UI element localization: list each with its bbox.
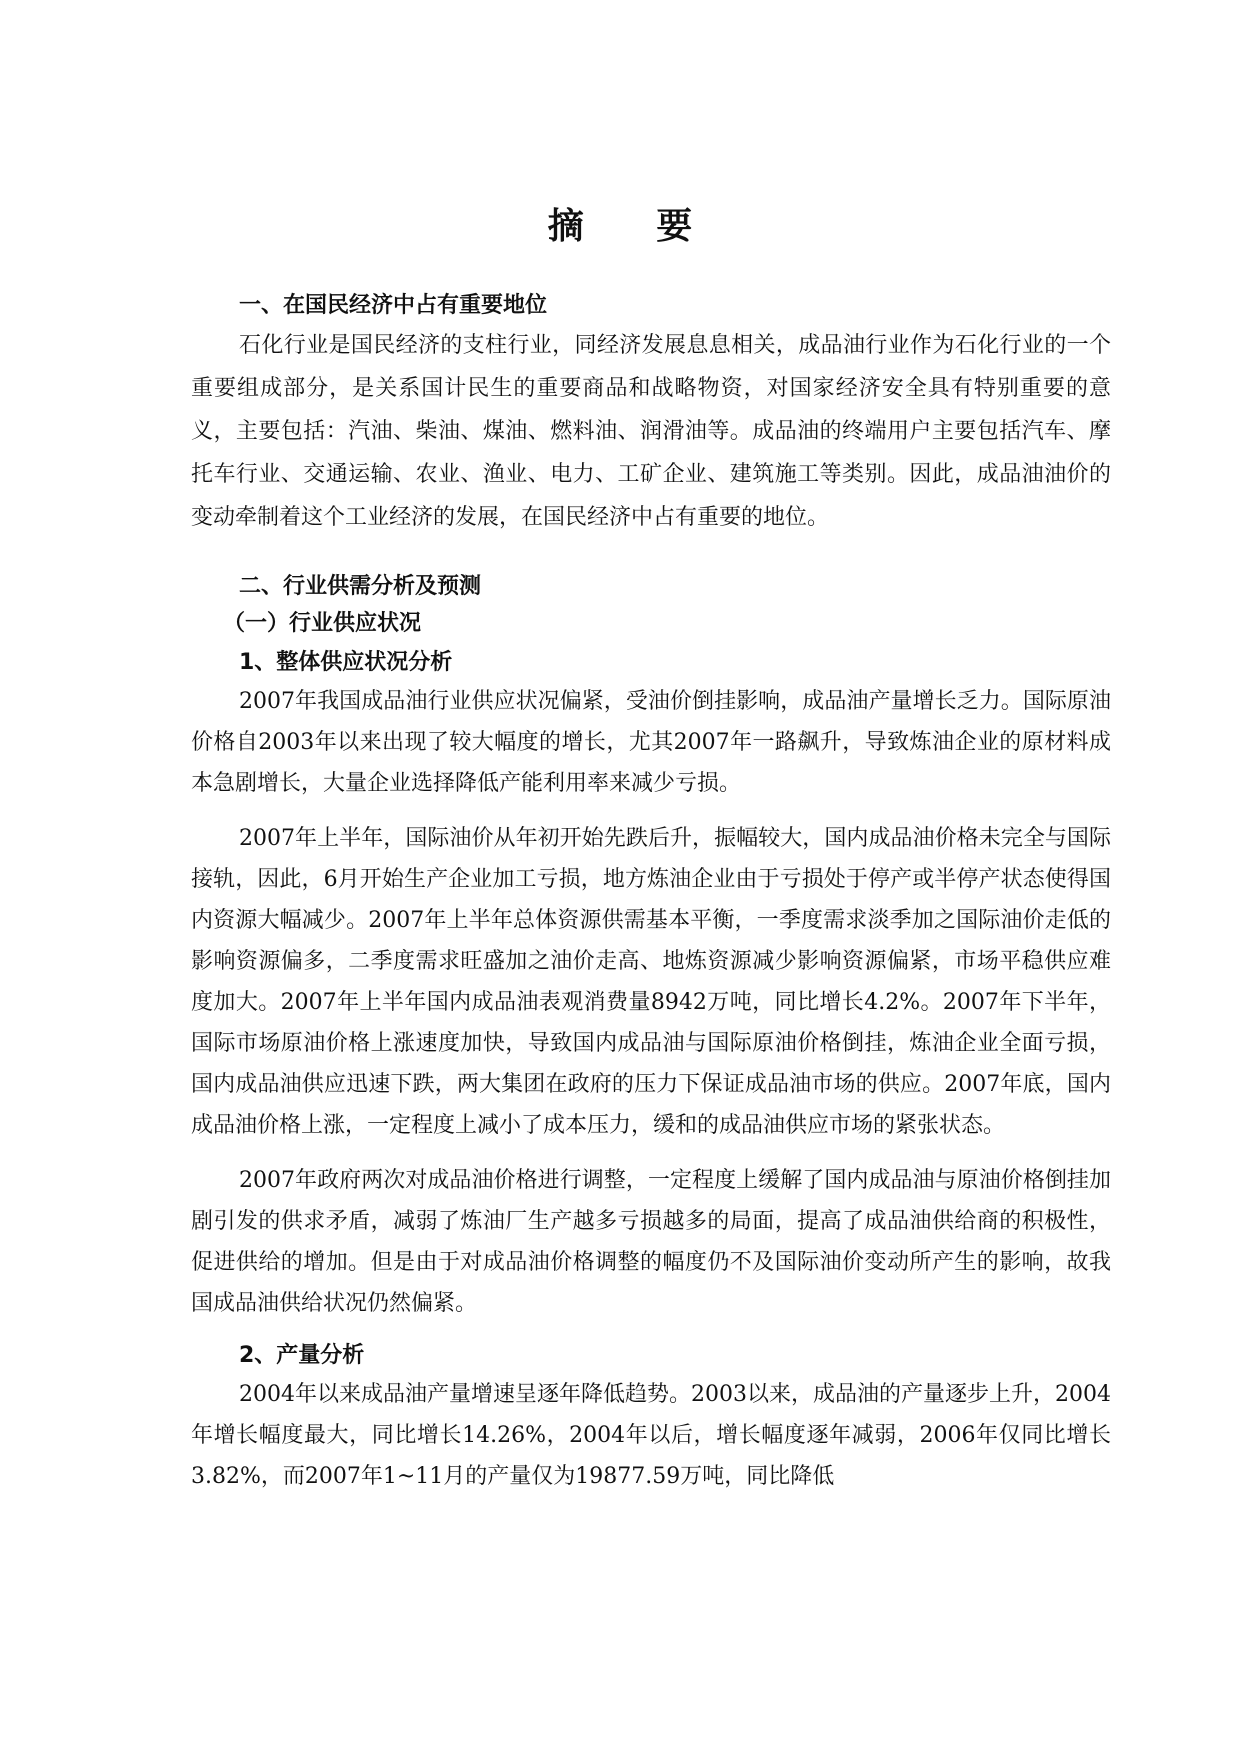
page-title: 摘 要: [547, 206, 723, 247]
document-body: [191, 288, 1111, 1497]
part-1-paragraph-1: 2007年我国成品油行业供应状况偏紧，受油价倒挂影响，成品油产量增长乏力。国际原油价格自2003年以来出现了较大幅度的增长，尤其2007年一路飙升，导致炼油企业的原材料成本急剧增长，大量企业选择降低产能利用率来减少亏损。: [191, 689, 1111, 796]
part-1-paragraph-2: 2007年上半年，国际油价从年初开始先跌后升，振幅较大，国内成品油价格未完全与国际接轨，因此，6月开始生产企业加工亏损，地方炼油企业由于亏损处于停产或半停产状态使得国内资源大幅减少。2007年上半年总体资源供需基本平衡，一季度需求淡季加之国际油价走低的影响资源偏多，二季度需求旺盛加之油价走高、地炼资源减少影响资源偏紧，市场平稳供应难度加大。2007年上半年国内成品油表观消费量8942万吨，同比增长4.2%。2007年下半年，国际市场原油价格上涨速度加快，导致国内成品油与国际原油价格倒挂，炼油企业全面亏损，国内成品油供应迅速下跌，两大集团在政府的压力下保证成品油市场的供应。2007年底，国内成品油价格上涨，一定程度上减小了成本压力，缓和的成品油供应市场的紧张状态。: [191, 826, 1111, 1138]
part-2-heading: 2、产量分析: [239, 1343, 365, 1368]
section-1-paragraph: 石化行业是国民经济的支柱行业，同经济发展息息相关，成品油行业作为石化行业的一个重要组成部分，是关系国计民生的重要商品和战略物资，对国家经济安全具有特别重要的意义，主要包括：汽油、柴油、煤油、燃料油、润滑油等。成品油的终端用户主要包括汽车、摩托车行业、交通运输、农业、渔业、电力、工矿企业、建筑施工等类别。因此，成品油油价的变动牵制着这个工业经济的发展，在国民经济中占有重要的地位。: [191, 333, 1111, 530]
section-heading-2: 二、行业供需分析及预测: [239, 574, 482, 599]
part-1-paragraph-3: 2007年政府两次对成品油价格进行调整，一定程度上缓解了国内成品油与原油价格倒挂加剧引发的供求矛盾，减弱了炼油厂生产越多亏损越多的局面，提高了成品油供给商的积极性，促进供给的增加。但是由于对成品油价格调整的幅度仍不及国际油价变动所产生的影响，故我国成品油供给状况仍然偏紧。: [191, 1168, 1111, 1316]
part-1-heading: 1、整体供应状况分析: [239, 650, 453, 675]
section-heading-1: 一、在国民经济中占有重要地位: [239, 293, 548, 318]
subsection-heading: （一）行业供应状况: [223, 610, 422, 636]
part-2-paragraph-1: 2004年以来成品油产量增速呈逐年降低趋势。2003以来，成品油的产量逐步上升，2004年增长幅度最大，同比增长14.26%，2004年以后，增长幅度逐年减弱，2006年仅同比增长3.82%，而2007年1~11月的产量仅为19877.59万吨，同比降低: [191, 1382, 1111, 1489]
